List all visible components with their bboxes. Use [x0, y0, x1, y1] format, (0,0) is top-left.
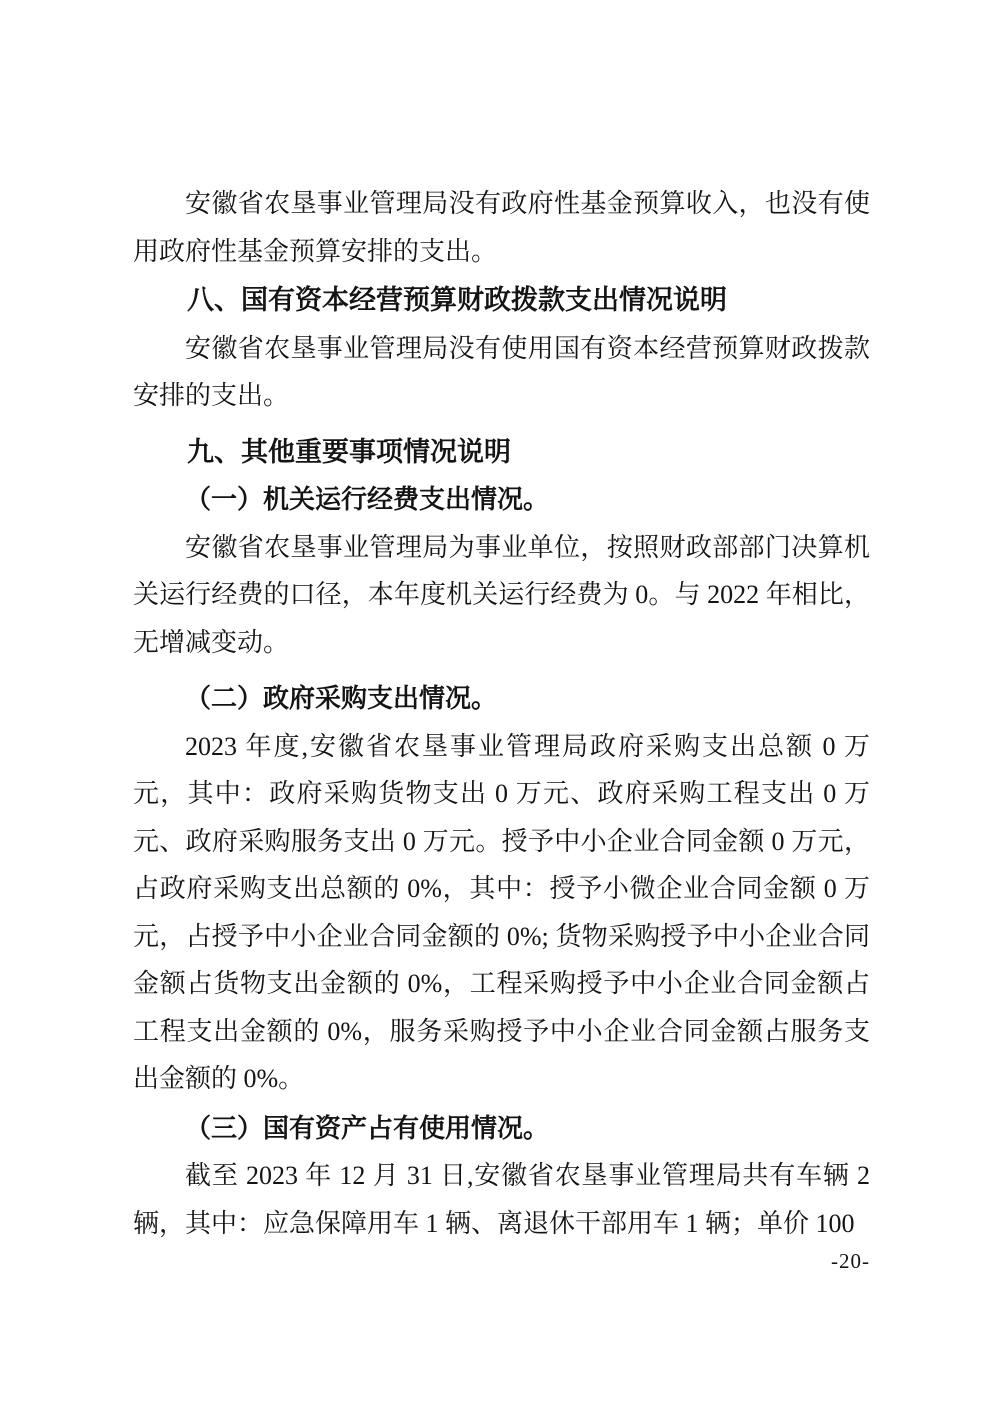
subsection-heading-2: （二）政府采购支出情况。	[185, 684, 498, 713]
paragraph: 安徽省农垦事业管理局为事业单位，按照财政部部门决算机关运行经费的口径，本年度机关运行经费为 0。与 2022 年相比，无增减变动。	[133, 532, 870, 657]
paragraph: 安徽省农垦事业管理局没有政府性基金预算收入，也没有使用政府性基金预算安排的支出。	[133, 189, 870, 266]
subsection-heading-3: （三）国有资产占有使用情况。	[185, 1113, 550, 1143]
paragraph: 截至 2023 年 12 月 31 日,安徽省农垦事业管理局共有车辆 2 辆，其中：应急保障用车 1 辆、离退休干部用车 1 辆；单价 100	[133, 1161, 870, 1238]
section-heading-8: 八、国有资本经营预算财政拨款支出情况说明	[187, 285, 727, 315]
section-heading-9: 九、其他重要事项情况说明	[187, 436, 511, 467]
paragraph: 2023 年度,安徽省农垦事业管理局政府采购支出总额 0 万元，其中：政府采购货物支出 0 万元、政府采购工程支出 0 万元、政府采购服务支出 0 万元。授予中小企业合同金额 0 万元，占政府采购支出总额的 0%，其中：授予小微企业合同金额 0 万元，占授予中小企业合同金额的 0%; 货物采购授予中小企业合同金额占货物支出金额的 0%，工程采购授予中小企业合同金额占工程支出金额的 0%，服务采购授予中小企业合同金额占服务支出金额的 0%。	[133, 731, 870, 1093]
subsection-heading-1: （一）机关运行经费支出情况。	[185, 485, 550, 514]
paragraph: 安徽省农垦事业管理局没有使用国有资本经营预算财政拨款安排的支出。	[133, 333, 870, 410]
document-body	[133, 180, 870, 1247]
page-number: -20-	[831, 1249, 870, 1273]
